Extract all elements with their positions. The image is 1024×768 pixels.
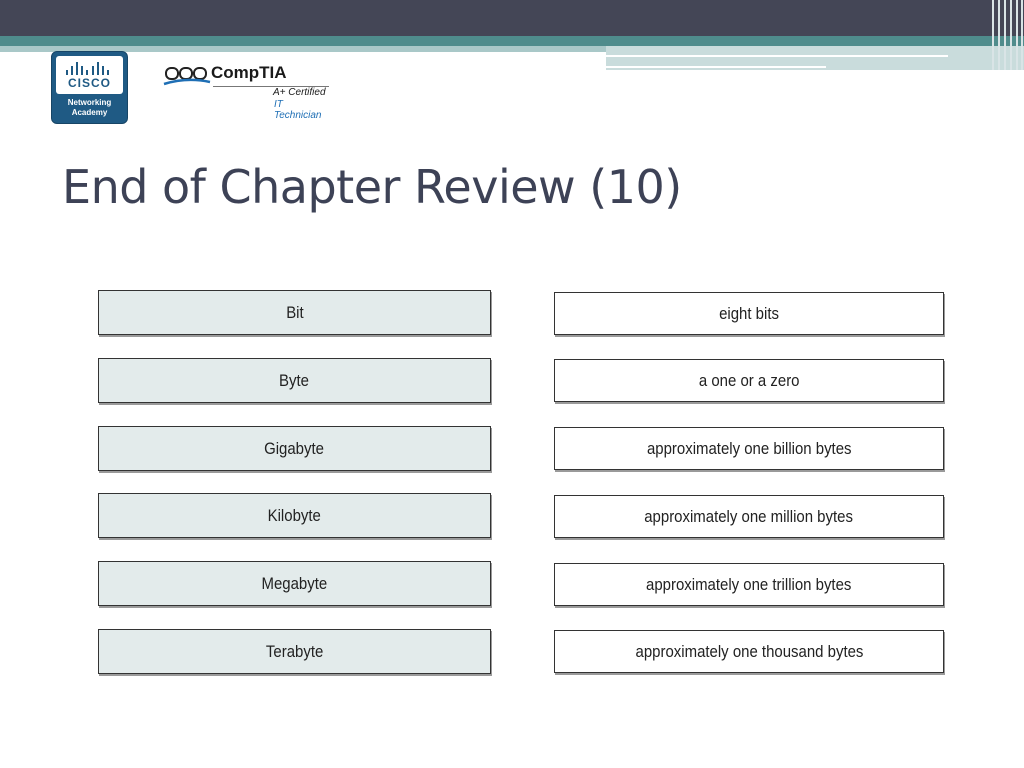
term-box[interactable] — [98, 426, 491, 471]
comptia-certified-label: A+ Certified — [273, 87, 326, 98]
term-label: Megabyte — [261, 573, 328, 593]
term-box[interactable] — [98, 493, 491, 538]
term-label: Bit — [285, 302, 304, 322]
term-box[interactable] — [98, 290, 491, 335]
definition-label: approximately one thousand bytes — [635, 641, 863, 661]
cisco-networking-academy-logo — [51, 51, 128, 124]
definition-box[interactable] — [554, 427, 944, 470]
comptia-technician-label: IT Technician — [274, 99, 322, 121]
header-band-teal — [0, 36, 1024, 46]
cisco-subtitle — [52, 98, 127, 118]
slide-title: End of Chapter Review (10) — [62, 160, 682, 214]
definition-box[interactable] — [554, 563, 944, 606]
definition-label: eight bits — [719, 303, 779, 323]
cisco-wordmark: CISCO — [67, 76, 111, 90]
term-label: Terabyte — [265, 641, 324, 661]
header-stripes — [990, 0, 1024, 70]
comptia-rings-icon — [163, 65, 211, 87]
cisco-logo-panel — [56, 56, 123, 94]
header-rule-2 — [606, 66, 826, 68]
cisco-subtitle-line2: Academy — [71, 108, 108, 117]
term-label: Byte — [279, 370, 310, 390]
header-rule-1 — [606, 55, 948, 57]
definition-box[interactable] — [554, 359, 944, 402]
definition-label: approximately one billion bytes — [646, 438, 852, 458]
cisco-subtitle-line1: Networking — [67, 98, 112, 107]
term-box[interactable] — [98, 629, 491, 674]
header-band-dark — [0, 0, 1024, 36]
definition-label: approximately one million bytes — [644, 506, 854, 526]
term-label: Kilobyte — [267, 505, 322, 525]
definition-box[interactable] — [554, 292, 944, 335]
term-box[interactable] — [98, 561, 491, 606]
definition-box[interactable] — [554, 495, 944, 538]
definition-box[interactable] — [554, 630, 944, 673]
definition-label: a one or a zero — [698, 370, 800, 390]
cisco-bars-icon — [64, 61, 116, 75]
comptia-wordmark: CompTIA — [211, 63, 287, 82]
comptia-logo — [163, 60, 333, 121]
term-box[interactable] — [98, 358, 491, 403]
term-label: Gigabyte — [264, 438, 325, 458]
definition-label: approximately one trillion bytes — [646, 574, 852, 594]
